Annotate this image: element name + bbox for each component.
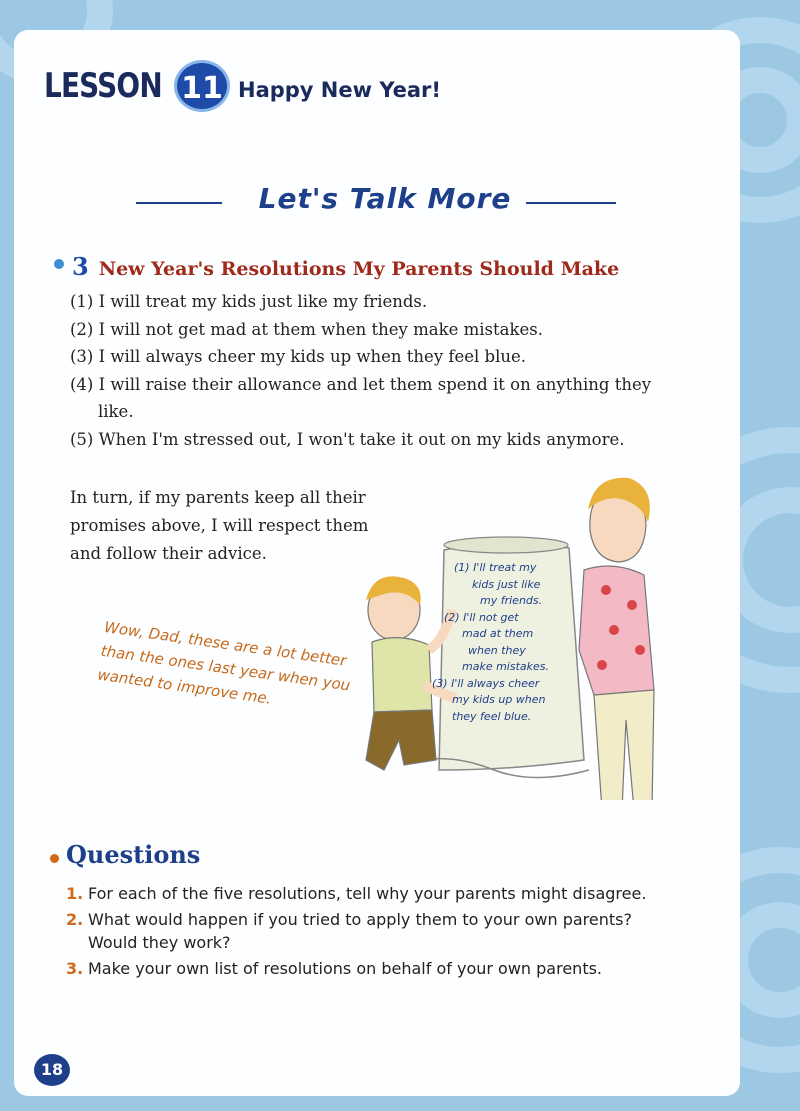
questions-bullet [50, 854, 59, 863]
question-text: For each of the five resolutions, tell why your parents might disagree. [88, 884, 647, 903]
question-number: 3. [66, 959, 84, 978]
in-turn-paragraph: In turn, if my parents keep all their promises above, I will respect them and follow their advice. [70, 488, 369, 563]
questions-heading: Questions [66, 840, 201, 869]
scroll-line: they feel blue. [452, 709, 532, 723]
scroll-line: (3) I'll always cheer [432, 676, 540, 690]
scroll-line: my kids up when [452, 693, 546, 706]
scroll-line: make mistakes. [462, 660, 550, 673]
lesson-label: LESSON [44, 66, 162, 106]
question-number: 1. [66, 884, 84, 903]
section-title-rule-left [136, 202, 222, 204]
lesson-title: Happy New Year! [238, 78, 441, 102]
list-item: (4) I will raise their allowance and let them spend it on anything they like. [70, 374, 652, 421]
scroll-line: (2) I'll not get [444, 610, 519, 624]
resolutions-title: New Year's Resolutions My Parents Should Make [98, 258, 620, 280]
heading-bullet [54, 259, 64, 269]
list-item: (1) I will treat my kids just like my friends. [70, 292, 428, 311]
section-title-rule-right [526, 202, 616, 204]
page-number: 18 [34, 1054, 70, 1086]
scroll-line: mad at them [462, 627, 534, 640]
resolutions-list [70, 288, 670, 453]
scroll-line: kids just like [472, 577, 541, 591]
scroll-line: (1) I'll treat my [454, 561, 537, 574]
speech-bubble-text: Wow, Dad, these are a lot better than the ones last year when you wanted to improve me. [96, 617, 352, 708]
question-item [66, 957, 686, 980]
question-item [66, 908, 686, 954]
question-text: What would happen if you tried to apply them to your own parents? Would they work? [88, 910, 632, 952]
scroll-line: my friends. [480, 594, 543, 607]
question-text: Make your own list of resolutions on behalf of your own parents. [88, 959, 603, 978]
scroll-text [432, 560, 574, 725]
page [14, 30, 740, 1096]
resolutions-heading [72, 252, 619, 281]
question-item [66, 882, 686, 905]
scroll-line: when they [468, 643, 526, 657]
list-item: (5) When I'm stressed out, I won't take it out on my kids anymore. [70, 429, 625, 449]
questions-list [66, 882, 686, 983]
resolutions-number: 3 [72, 252, 89, 281]
section-title: Let's Talk More [258, 182, 512, 215]
list-item: (3) I will always cheer my kids up when they feel blue. [70, 347, 527, 366]
list-item: (2) I will not get mad at them when they make mistakes. [70, 319, 543, 339]
question-number: 2. [66, 910, 84, 929]
lesson-number-badge: 11 [174, 60, 230, 112]
